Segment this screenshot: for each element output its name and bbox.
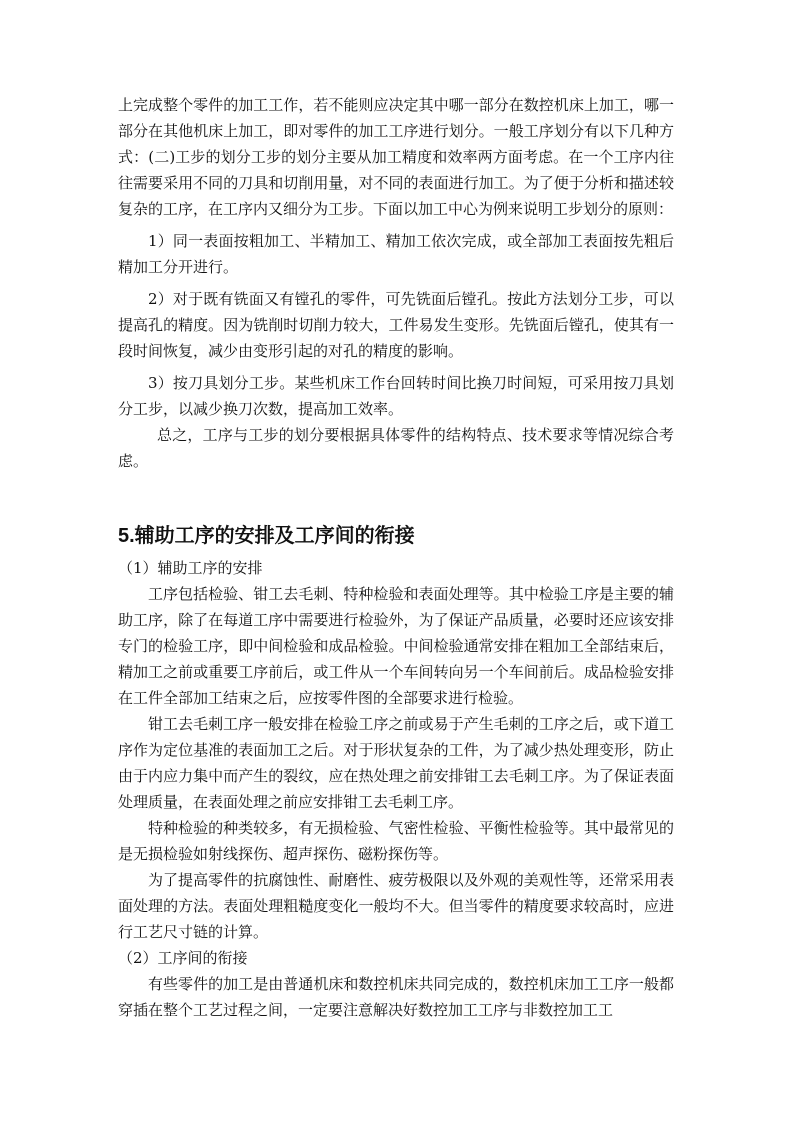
subsection-title-2: （2）工序间的衔接: [118, 949, 248, 967]
section-heading: 5.辅助工序的安排及工序间的衔接: [118, 525, 415, 547]
body-text-top: [118, 92, 674, 474]
paragraph-deburring: 钳工去毛刺工序一般安排在检验工序之前或易于产生毛刺的工序之后，或下道工序作为定位基准的表面加工之后。对于形状复杂的工件，为了减少热处理变形，防止由于内应力集中而产生的裂纹，应在热处理之前安排钳工去毛刺工序。为了保证表面处理质量，在表面处理之前应安排钳工去毛刺工序。: [118, 715, 674, 811]
paragraph-special-inspection: 特种检验的种类较多，有无损检验、气密性检验、平衡性检验等。其中最常见的是无损检验如射线探伤、超声探伤、磁粉探伤等。: [118, 819, 674, 863]
paragraph-rule-2: 2）对于既有铣面又有镗孔的零件，可先铣面后镗孔。按此方法划分工步，可以提高孔的精度。因为铣削时切削力较大，工件易发生变形。先铣面后镗孔，使其有一段时间恢复，减少由变形引起的对孔的精度的影响。: [118, 290, 674, 360]
paragraph-surface-treatment: 为了提高零件的抗腐蚀性、耐磨性、疲劳极限以及外观的美观性等，还常采用表面处理的方法。表面处理粗糙度变化一般均不大。但当零件的精度要求较高时，应进行工艺尺寸链的计算。: [118, 871, 674, 941]
paragraph-intro: 上完成整个零件的加工工作，若不能则应决定其中哪一部分在数控机床上加工，哪一部分在其他机床上加工，即对零件的加工工序进行划分。一般工序划分有以下几种方式：(二)工步的划分工步的划分主要从加工精度和效率两方面考虑。在一个工序内往往需要采用不同的刀具和切削用量，对不同的表面进行加工。为了便于分析和描述较复杂的工序，在工序内又细分为工步。下面以加工中心为例来说明工步划分的原则：: [118, 96, 674, 218]
paragraph-summary: 总之，工序与工步的划分要根据具体零件的结构特点、技术要求等情况综合考虑。: [118, 426, 674, 470]
subsection-title-1: （1）辅助工序的安排: [118, 559, 263, 577]
paragraph-process-connection: 有些零件的加工是由普通机床和数控机床共同完成的，数控机床加工工序一般都穿插在整个工艺过程之间，一定要注意解决好数控加工工序与非数控加工工: [118, 975, 674, 1019]
paragraph-rule-3: 3）按刀具划分工步。某些机床工作台回转时间比换刀时间短，可采用按刀具划分工步，以减少换刀次数，提高加工效率。: [118, 374, 674, 418]
paragraph-inspection: 工序包括检验、钳工去毛刺、特种检验和表面处理等。其中检验工序是主要的辅助工序，除了在每道工序中需要进行检验外，为了保证产品质量，必要时还应该安排专门的检验工序，即中间检验和成品检验。中间检验通常安排在粗加工全部结束后，精加工之前或重要工序前后，或工件从一个车间转向另一个车间前后。成品检验安排在工件全部加工结束之后，应按零件图的全部要求进行检验。: [118, 585, 674, 707]
section-5: [118, 521, 674, 1023]
paragraph-rule-1: 1）同一表面按粗加工、半精加工、精加工依次完成，或全部加工表面按先粗后精加工分开进行。: [118, 232, 674, 276]
